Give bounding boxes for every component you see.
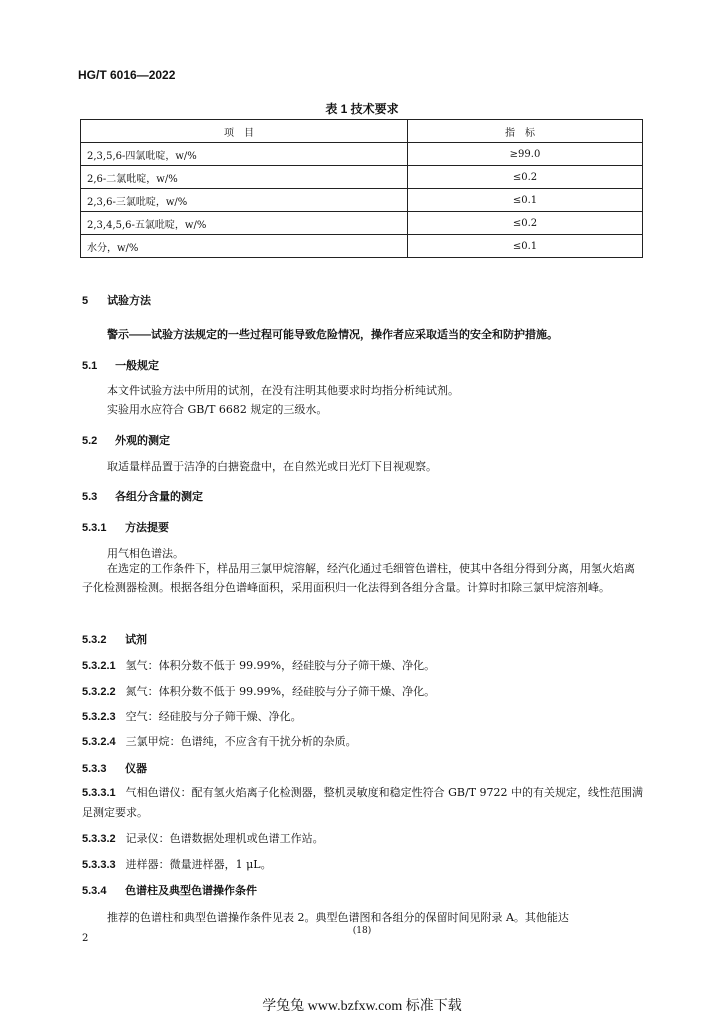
clause-text: 氢气：体积分数不低于 99.99%，经硅胶与分子筛干燥、净化。 <box>125 659 436 672</box>
table-row <box>81 212 643 235</box>
table-cell-value: ≤0.1 <box>408 235 643 258</box>
table-header-row <box>81 120 643 143</box>
clause-number: 5.3.3.3 <box>82 859 116 871</box>
requirements-table <box>80 119 643 258</box>
section-number: 5.2 <box>82 435 98 447</box>
clause-text: 三氯甲烷：色谱纯，不应含有干扰分析的杂质。 <box>125 735 357 748</box>
paragraph: 本文件试验方法中所用的试剂，在没有注明其他要求时均指分析纯试剂。 <box>107 384 459 397</box>
clause-number: 5.3.2.4 <box>82 736 116 748</box>
section-title: 仪器 <box>125 763 148 775</box>
section-heading <box>82 631 147 647</box>
paragraph: 实验用水应符合 GB/T 6682 规定的三级水。 <box>107 403 328 416</box>
page-mark: (18) <box>352 926 372 936</box>
list-item <box>82 683 435 699</box>
list-item <box>82 708 302 724</box>
section-title: 方法提要 <box>125 522 170 534</box>
table-cell-value: ≤0.2 <box>408 166 643 189</box>
section-title: 试验方法 <box>107 295 152 307</box>
section-number: 5 <box>82 295 89 307</box>
table-cell-item: 水分，w/% <box>81 235 408 258</box>
table-cell-item: 2,3,5,6-四氯吡啶，w/% <box>81 143 408 166</box>
clause-number: 5.3.3.1 <box>82 787 116 799</box>
clause-text: 进样器：微量进样器，1 μL。 <box>125 858 272 871</box>
table-title: 表 1 技术要求 <box>325 102 399 116</box>
table-cell-item: 2,6-二氯吡啶，w/% <box>81 166 408 189</box>
list-item <box>82 856 272 872</box>
paragraph: 取适量样品置于洁净的白搪瓷盘中，在自然光或日光灯下目视观察。 <box>107 460 437 473</box>
clause-text: 氮气：体积分数不低于 99.99%，经硅胶与分子筛干燥、净化。 <box>125 685 436 698</box>
section-title: 色谱柱及典型色谱操作条件 <box>125 885 258 897</box>
section-heading <box>82 432 170 448</box>
table-row <box>81 143 643 166</box>
table-cell-value: ≤0.2 <box>408 212 643 235</box>
clause-number: 5.3.2.2 <box>82 686 116 698</box>
section-heading <box>82 357 159 373</box>
clause-text: 空气：经硅胶与分子筛干燥、净化。 <box>125 710 302 723</box>
section-heading <box>82 488 203 504</box>
section-number: 5.3.4 <box>82 885 107 897</box>
section-heading <box>82 882 257 898</box>
table-cell-item: 2,3,4,5,6-五氯吡啶，w/% <box>81 212 408 235</box>
section-number: 5.3.3 <box>82 763 107 775</box>
section-heading <box>82 292 151 308</box>
section-number: 5.3.2 <box>82 634 107 646</box>
section-number: 5.3.1 <box>82 522 107 534</box>
table-cell-item: 2,3,6-三氯吡啶，w/% <box>81 189 408 212</box>
clause-number: 5.3.2.3 <box>82 711 116 723</box>
standard-code: HG/T 6016—2022 <box>78 68 176 82</box>
table-cell-value: ≥99.0 <box>408 143 643 166</box>
warning-text: 警示——试验方法规定的一些过程可能导致危险情况，操作者应采取适当的安全和防护措施。 <box>107 329 558 341</box>
clause-number: 5.3.2.1 <box>82 660 116 672</box>
section-title: 试剂 <box>125 634 148 646</box>
column-header-value: 指标 <box>408 120 643 143</box>
paragraph: 推荐的色谱柱和典型色谱操作条件见表 2。典型色谱图和各组分的保留时间见附录 A。其他能达 <box>107 911 569 924</box>
page-number: 2 <box>82 933 89 944</box>
clause-text: 记录仪：色谱数据处理机或色谱工作站。 <box>125 832 324 845</box>
list-item <box>82 657 435 673</box>
list-item <box>82 783 644 822</box>
list-item <box>82 733 357 749</box>
section-title: 外观的测定 <box>115 435 171 447</box>
paragraph: 用气相色谱法。 <box>107 547 184 560</box>
watermark: 学兔兔 www.bzfxw.com 标准下载 <box>262 999 462 1014</box>
section-heading <box>82 519 169 535</box>
table-row <box>81 166 643 189</box>
clause-number: 5.3.3.2 <box>82 833 116 845</box>
section-title: 各组分含量的测定 <box>115 491 204 503</box>
section-number: 5.3 <box>82 491 98 503</box>
clause-text: 气相色谱仪：配有氢火焰离子化检测器，整机灵敏度和稳定性符合 GB/T 9722 中的有关规定，线性范围满足测定要求。 <box>82 786 644 819</box>
section-title: 一般规定 <box>115 360 160 372</box>
column-header-item: 项目 <box>81 120 408 143</box>
table-row <box>81 235 643 258</box>
list-item <box>82 830 324 846</box>
table-cell-value: ≤0.1 <box>408 189 643 212</box>
section-heading <box>82 760 147 776</box>
paragraph: 在选定的工作条件下，样品用三氯甲烷溶解，经汽化通过毛细管色谱柱，使其中各组分得到分离，用氢火焰离子化检测器检测。根据各组分色谱峰面积，采用面积归一化法得到各组分含量。计算时扣除三氯甲烷溶剂峰。 <box>82 562 635 594</box>
table-row <box>81 189 643 212</box>
section-number: 5.1 <box>82 360 98 372</box>
